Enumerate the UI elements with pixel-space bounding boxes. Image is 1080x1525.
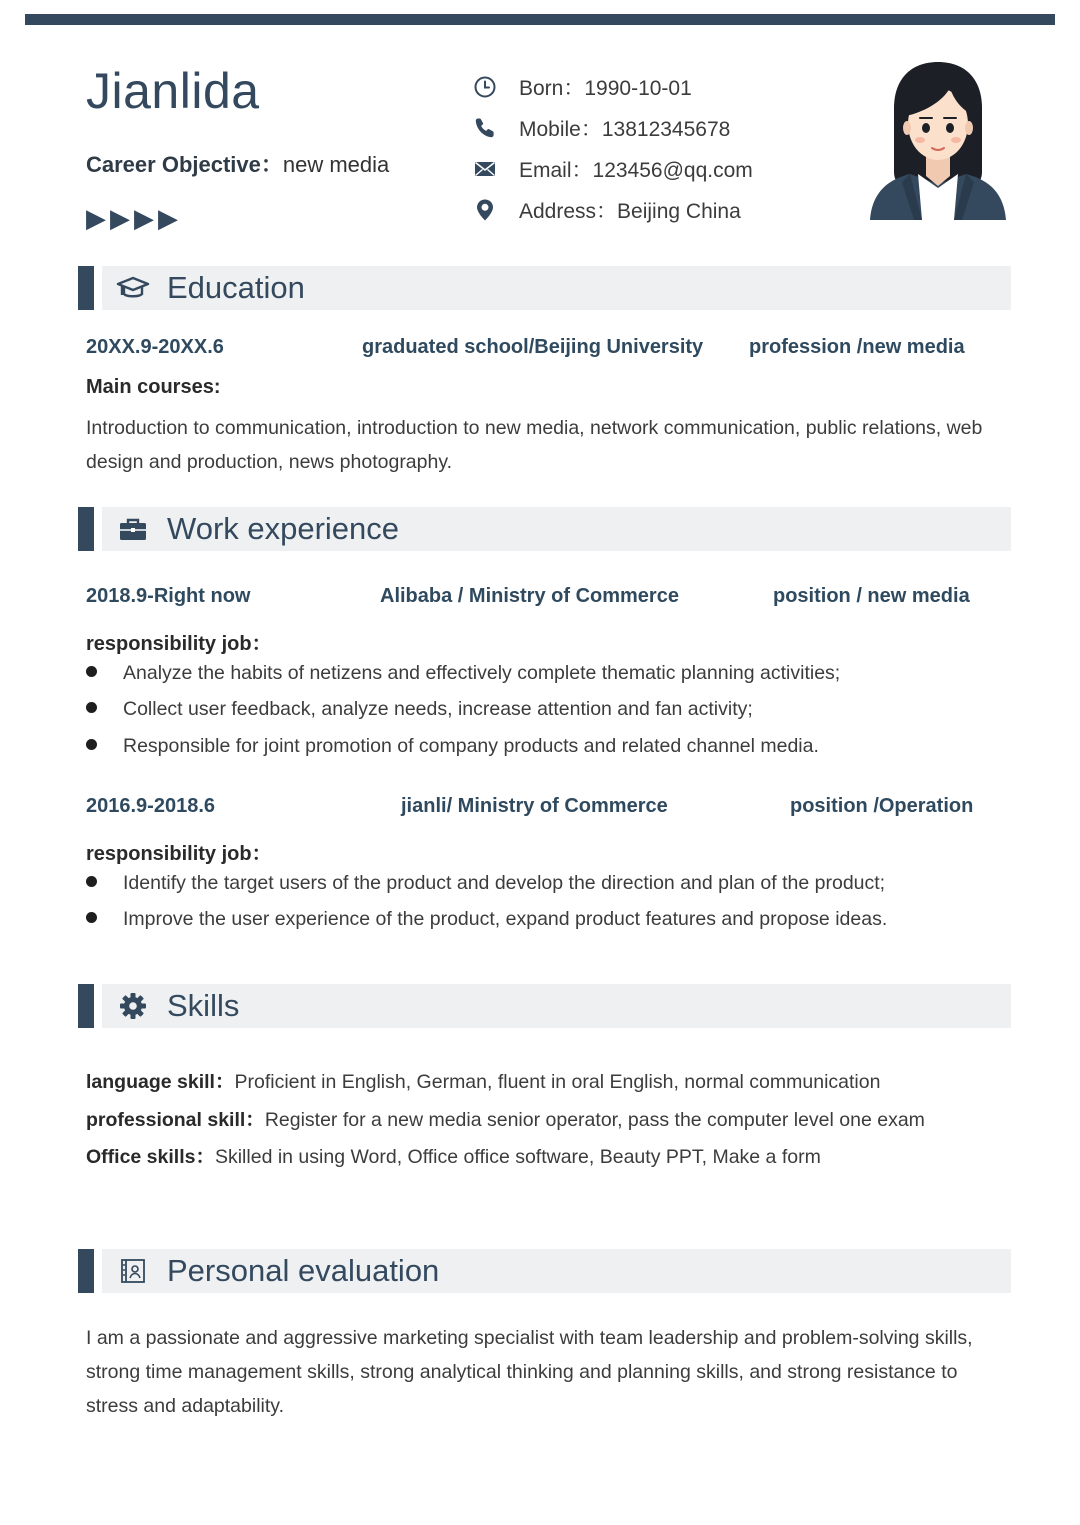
contact-mobile: [472, 113, 730, 143]
job-1-company: Alibaba / Ministry of Commerce: [380, 585, 679, 607]
email-text: Email：123456@qq.com: [519, 159, 753, 182]
job-2-duty-label: responsibility job：: [86, 843, 272, 865]
skill-language: [86, 1066, 880, 1094]
contact-address: [472, 195, 741, 225]
section-header-skills: [78, 984, 1011, 1028]
skill-label: language skill：: [86, 1071, 235, 1093]
gear-icon: [116, 992, 150, 1020]
section-marker: [78, 507, 94, 551]
section-header-education: [78, 266, 1011, 310]
briefcase-icon: [116, 515, 150, 543]
section-marker: [78, 1249, 94, 1293]
profile-avatar: [866, 58, 1010, 222]
education-school: graduated school/Beijing University: [362, 336, 704, 358]
duty-text: Collect user feedback, analyze needs, increase attention and fan activity;: [123, 698, 753, 720]
job-1-period: 2018.9-Right now: [86, 585, 251, 607]
envelope-icon: [472, 156, 498, 182]
job-2-company: jianli/ Ministry of Commerce: [401, 795, 668, 817]
section-header-work: [78, 507, 1011, 551]
skill-text: Register for a new media senior operator, pass the computer level one exam: [264, 1109, 925, 1131]
duty-text: Analyze the habits of netizens and effectively complete thematic planning activities;: [123, 662, 841, 684]
contact-email: [472, 154, 753, 184]
list-item: [86, 872, 885, 895]
list-item: [86, 662, 840, 685]
list-item: [86, 735, 819, 758]
career-objective: [86, 148, 389, 179]
section-title: Skills: [167, 988, 240, 1023]
decorative-arrows: ▶▶▶▶: [86, 203, 182, 233]
objective-value: new media: [282, 152, 390, 177]
bullet-dot: [86, 739, 97, 750]
skill-office: [86, 1141, 821, 1169]
bullet-dot: [86, 666, 97, 677]
top-accent-bar: [25, 14, 1055, 25]
clock-icon: [472, 74, 498, 100]
bullet-dot: [86, 876, 97, 887]
section-title: Personal evaluation: [167, 1253, 440, 1288]
courses-text: Introduction to communication, introduction to new media, network communication, public relations, web design and production, news photography.: [86, 417, 983, 473]
mobile-text: Mobile：13812345678: [519, 118, 731, 141]
bullet-dot: [86, 702, 97, 713]
education-profession: profession /new media: [749, 336, 965, 358]
duty-text: Responsible for joint promotion of company products and related channel media.: [123, 735, 819, 757]
education-period: 20XX.9-20XX.6: [86, 336, 224, 358]
job-2-position: position /Operation: [790, 795, 974, 817]
section-header-evaluation: [78, 1249, 1011, 1293]
contact-born: [472, 72, 692, 102]
job-1-duty-label: responsibility job：: [86, 633, 272, 655]
section-marker: [78, 984, 94, 1028]
graduation-cap-icon: [116, 274, 150, 302]
section-marker: [78, 266, 94, 310]
location-pin-icon: [472, 197, 498, 223]
courses-label: Main courses:: [86, 376, 221, 398]
job-2-period: 2016.9-2018.6: [86, 795, 216, 817]
contact-card-icon: [116, 1257, 150, 1285]
list-item: [86, 908, 887, 931]
section-title: Education: [167, 270, 305, 305]
skill-text: Skilled in using Word, Office office software, Beauty PPT, Make a form: [214, 1146, 821, 1168]
duty-text: Improve the user experience of the product, expand product features and propose ideas.: [123, 908, 888, 930]
bullet-dot: [86, 912, 97, 923]
objective-label: Career Objective：: [86, 152, 283, 177]
duty-text: Identify the target users of the product and develop the direction and plan of the product;: [123, 872, 886, 894]
list-item: [86, 698, 753, 721]
skill-text: Proficient in English, German, fluent in oral English, normal communication: [234, 1071, 881, 1093]
born-text: Born：1990-10-01: [519, 77, 692, 100]
skill-label: professional skill：: [86, 1109, 265, 1131]
section-title: Work experience: [167, 511, 400, 546]
skill-label: Office skills：: [86, 1146, 215, 1168]
address-text: Address：Beijing China: [519, 200, 741, 223]
phone-icon: [472, 115, 498, 141]
candidate-name: Jianlida: [86, 63, 260, 119]
skill-professional: [86, 1104, 925, 1132]
evaluation-text: I am a passionate and aggressive marketing specialist with team leadership and problem-solving skills, strong time management skills, strong analytical thinking and planning skills, and strong resistance to stress and adaptability.: [86, 1327, 973, 1417]
job-1-position: position / new media: [773, 585, 970, 607]
